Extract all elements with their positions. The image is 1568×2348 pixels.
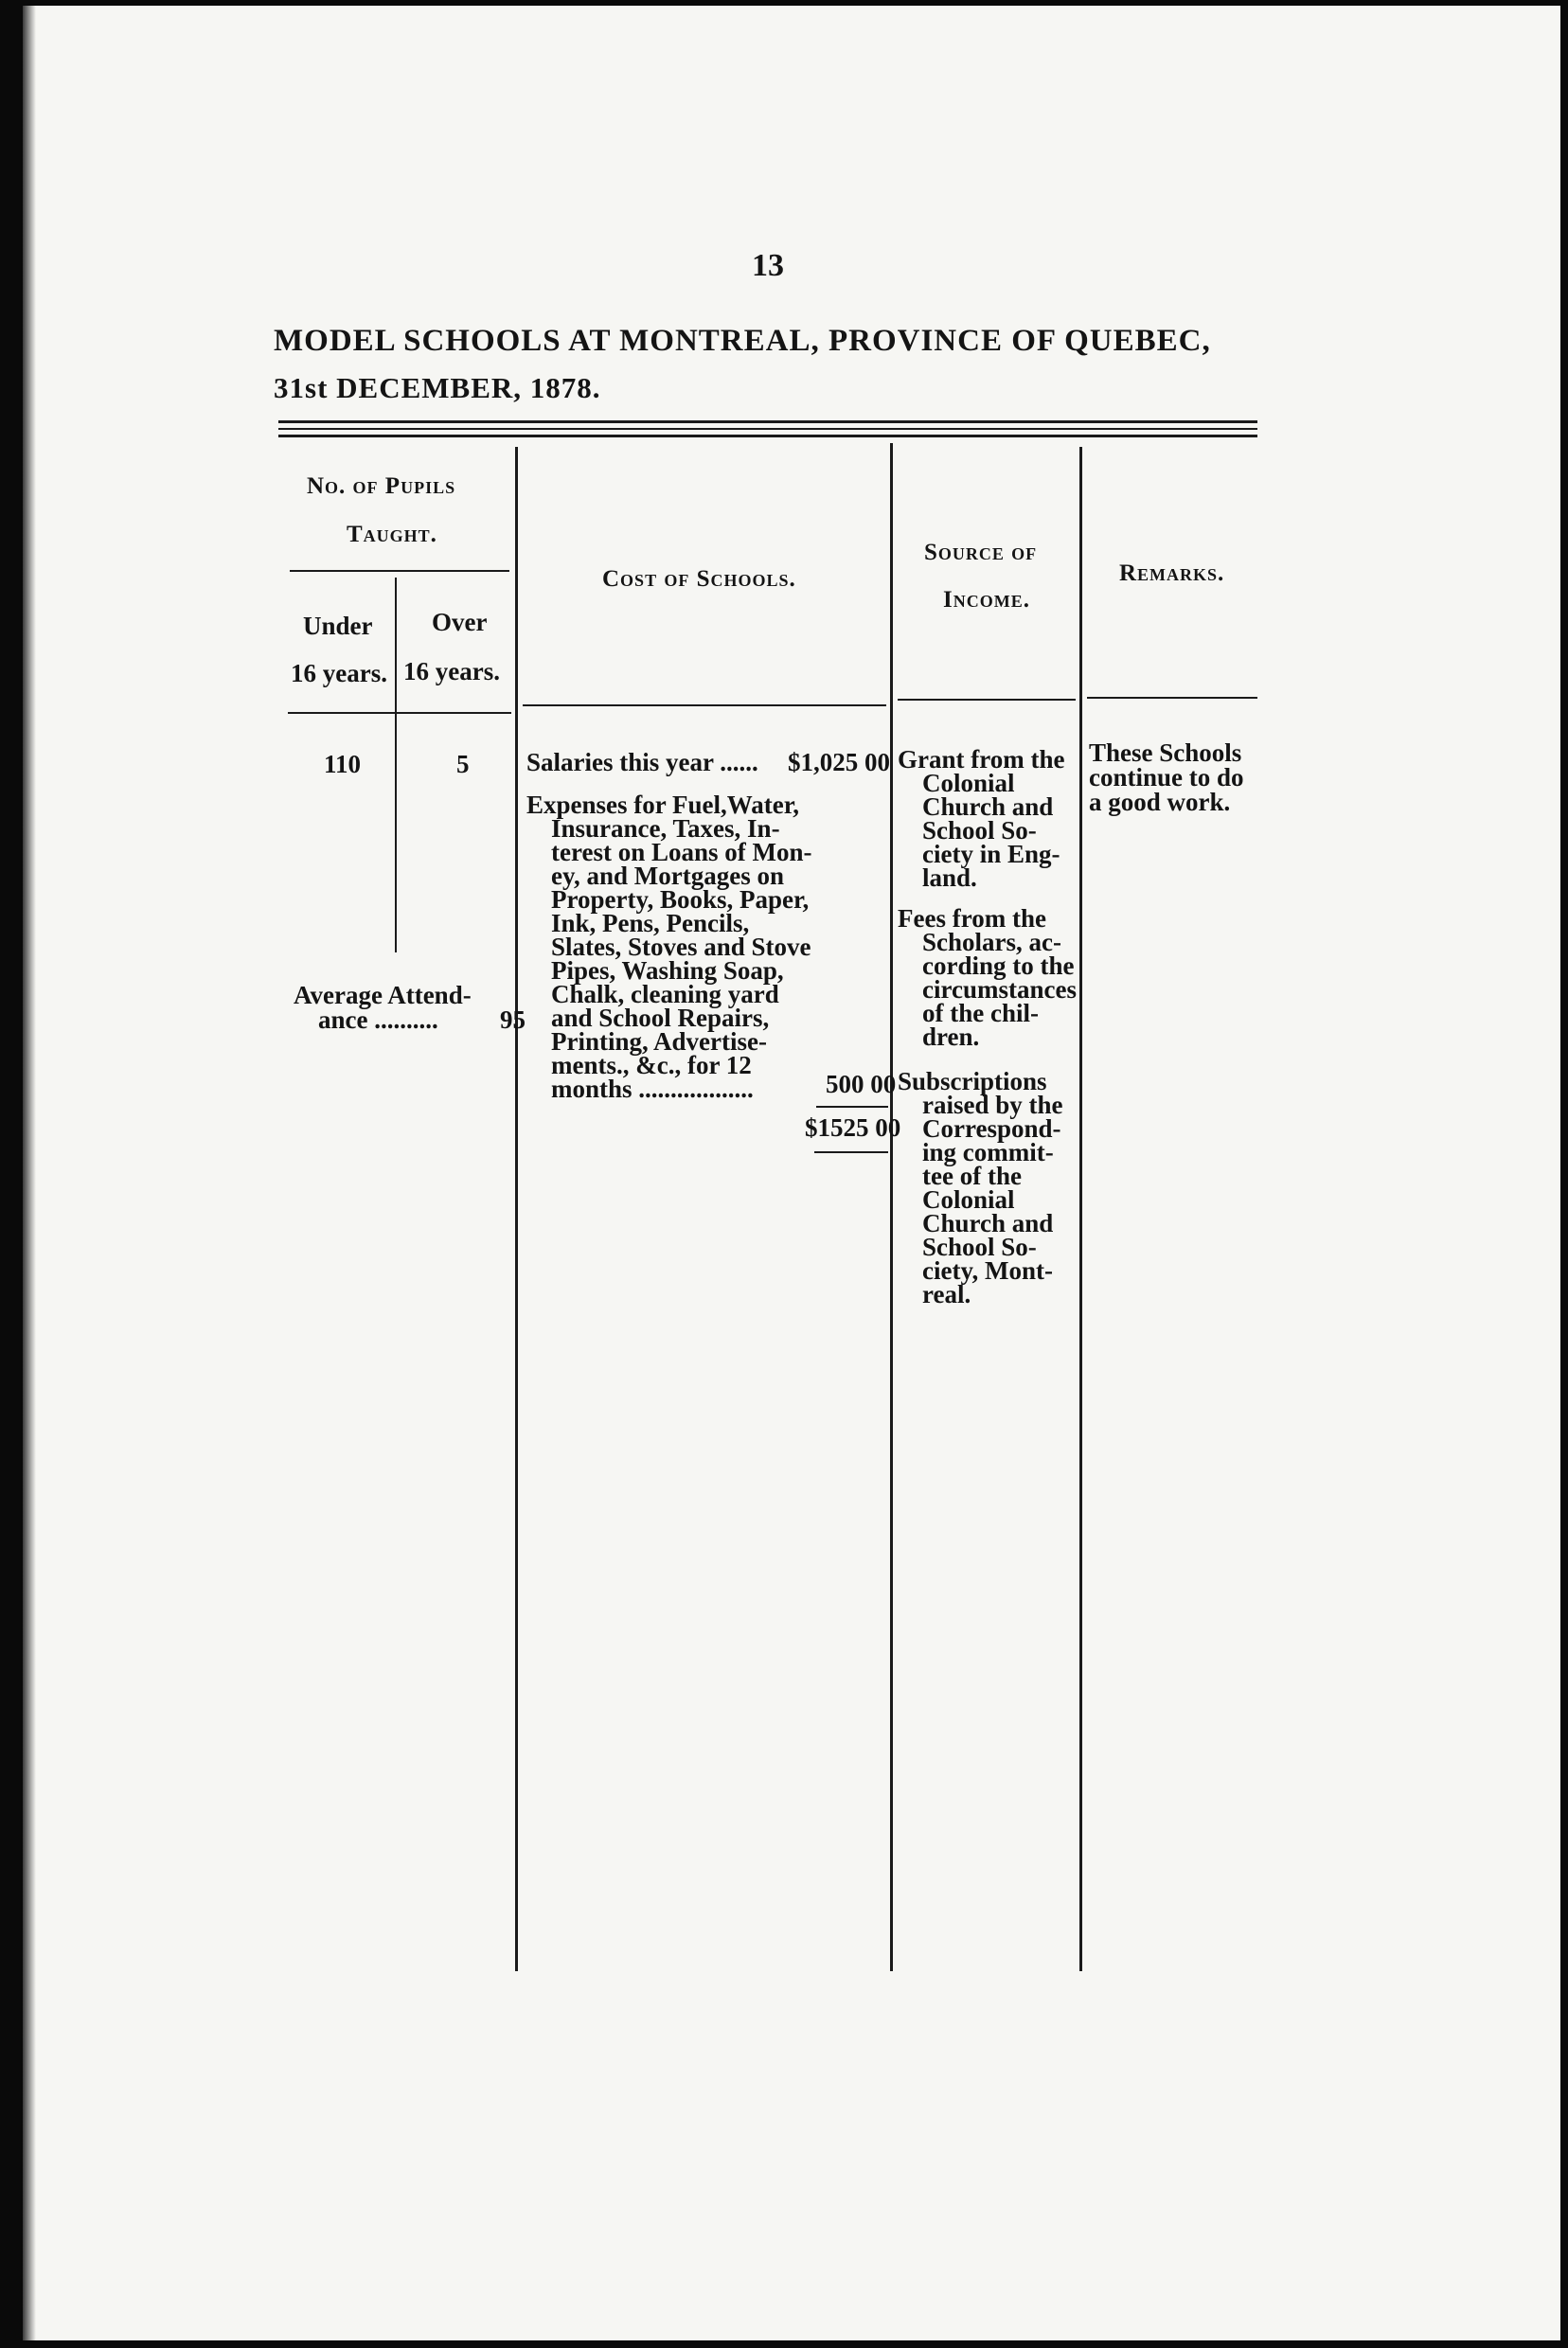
document-page <box>23 6 1560 2340</box>
header-source-line1: Source of <box>924 540 1038 565</box>
header-source-line2: Income. <box>943 587 1030 613</box>
subscriptions-line: tee of the <box>922 1162 1022 1190</box>
page-title: MODEL SCHOOLS AT MONTREAL, PROVINCE OF QUEBEC, <box>274 324 1211 358</box>
fees-line: Scholars, ac- <box>922 928 1061 956</box>
expenses-line: Expenses for Fuel,Water, <box>526 791 799 819</box>
subscriptions-line: Colonial <box>922 1185 1015 1214</box>
pupils-over-value: 5 <box>456 750 470 778</box>
column-rule-source-right <box>1079 447 1082 1971</box>
subscriptions-line: ciety, Mont- <box>922 1256 1053 1285</box>
table-top-rule-1 <box>278 420 1257 423</box>
remarks-line: a good work. <box>1089 788 1231 816</box>
expenses-line: and School Repairs, <box>551 1004 770 1032</box>
attendance-value: 95 <box>500 1005 526 1034</box>
attendance-label-line1: Average Attend- <box>294 981 472 1009</box>
cost-header-rule <box>523 704 886 706</box>
remarks-header-rule <box>1087 697 1257 699</box>
cost-total: $1525 00 <box>805 1113 901 1142</box>
header-pupils-line1: No. of Pupils <box>307 473 456 499</box>
column-rule-pupils-divider <box>395 578 397 952</box>
expenses-line: Property, Books, Paper, <box>551 885 810 914</box>
page-subtitle: 31st DECEMBER, 1878. <box>274 371 601 404</box>
fees-line: circumstances <box>922 975 1077 1004</box>
pupils-under-value: 110 <box>324 750 362 778</box>
header-over-line2: 16 years. <box>403 657 500 685</box>
page-edge-shadow <box>23 6 36 2340</box>
expenses-line: Insurance, Taxes, In- <box>551 814 780 843</box>
header-remarks: Remarks. <box>1119 560 1225 586</box>
expenses-line: Chalk, cleaning yard <box>551 980 779 1008</box>
header-cost: Cost of Schools. <box>602 566 796 592</box>
table-top-rule-2 <box>278 428 1257 430</box>
table-top-rule-3 <box>278 435 1257 437</box>
grant-line: School So- <box>922 816 1037 845</box>
salaries-label: Salaries this year ...... <box>526 748 758 776</box>
column-rule-cost-left <box>515 447 518 1971</box>
expenses-line: ments., &c., for 12 <box>551 1051 752 1079</box>
expenses-line: Ink, Pens, Pencils, <box>551 909 750 937</box>
source-grant <box>898 745 1078 892</box>
header-pupils-line2: Taught. <box>347 522 437 547</box>
grant-line: land. <box>922 863 977 892</box>
subscriptions-line: raised by the <box>922 1091 1063 1119</box>
grant-line: Church and <box>922 792 1054 821</box>
expenses-amount: 500 00 <box>826 1070 897 1098</box>
fees-line: Fees from the <box>898 904 1046 933</box>
subscriptions-line: Subscriptions <box>898 1067 1047 1095</box>
fees-line: of the chil- <box>922 999 1039 1027</box>
grant-line: Grant from the <box>898 745 1065 774</box>
expenses-line: terest on Loans of Mon- <box>551 838 812 866</box>
fees-line: dren. <box>922 1023 980 1051</box>
subscriptions-line: Church and <box>922 1209 1054 1237</box>
remarks-line: continue to do <box>1089 763 1244 792</box>
source-subscriptions <box>898 1067 1078 1308</box>
expenses-line: Pipes, Washing Soap, <box>551 956 784 985</box>
header-under-line1: Under <box>303 612 373 640</box>
grant-line: ciety in Eng- <box>922 840 1060 868</box>
column-rule-cost-right <box>890 443 893 1971</box>
subscriptions-line: real. <box>922 1280 971 1308</box>
source-header-rule <box>898 699 1076 701</box>
page-number: 13 <box>752 248 784 283</box>
header-over-line1: Over <box>432 608 488 636</box>
attendance-label-line2: ance .......... <box>318 1005 438 1034</box>
salaries-amount: $1,025 00 <box>788 748 890 776</box>
subscriptions-line: Correspond- <box>922 1114 1061 1143</box>
subscriptions-line: ing commit- <box>922 1138 1054 1166</box>
pupils-subheader-rule <box>288 712 511 714</box>
expenses-line: ey, and Mortgages on <box>551 862 784 890</box>
remarks-line: These Schools <box>1089 738 1242 767</box>
pupils-header-rule <box>290 570 509 572</box>
grant-line: Colonial <box>922 769 1015 797</box>
header-under-line2: 16 years. <box>291 659 387 687</box>
subscriptions-line: School So- <box>922 1233 1037 1261</box>
expenses-line: Slates, Stoves and Stove <box>551 933 811 961</box>
remarks-text <box>1089 740 1259 814</box>
fees-line: cording to the <box>922 952 1075 980</box>
total-rule-bottom <box>814 1151 888 1153</box>
source-fees <box>898 904 1078 1051</box>
total-rule-top <box>816 1106 888 1108</box>
expenses-line: Printing, Advertise- <box>551 1027 767 1056</box>
expenses-description <box>526 793 852 1077</box>
expenses-last-line: months .................. <box>551 1075 754 1103</box>
